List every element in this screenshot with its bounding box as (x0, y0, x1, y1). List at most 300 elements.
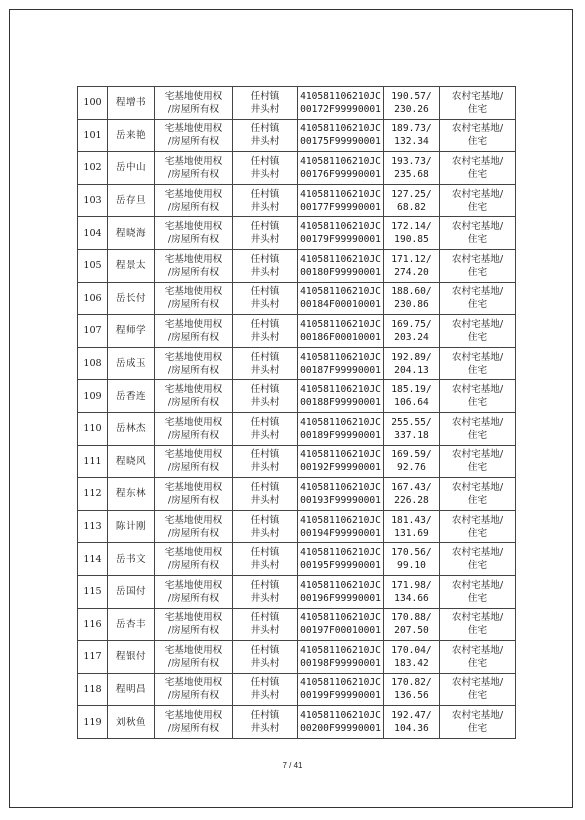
land-use (440, 543, 516, 576)
location-line: 井头村 (250, 429, 280, 441)
right-type-line: /房屋所有权 (167, 462, 220, 474)
owner-name: 岳长付 (108, 282, 155, 315)
parcel-code-line: 00186F00010001 (300, 331, 381, 343)
location (233, 249, 298, 282)
owner-name: 岳存旦 (108, 184, 155, 217)
land-use-line: 住宅 (467, 690, 488, 702)
land-use-line: 住宅 (467, 136, 488, 148)
location (233, 119, 298, 152)
right-type-line: 宅基地使用权 (164, 188, 223, 200)
land-use (440, 478, 516, 511)
right-type-line: 宅基地使用权 (164, 351, 223, 363)
owner-name: 程明昌 (108, 673, 155, 706)
right-type-line: 宅基地使用权 (164, 644, 223, 656)
land-use (440, 119, 516, 152)
right-type-line: 宅基地使用权 (164, 221, 223, 233)
land-use (440, 249, 516, 282)
row-number: 111 (78, 445, 108, 478)
right-type-line: /房屋所有权 (167, 690, 220, 702)
land-use (440, 184, 516, 217)
owner-name: 岳书文 (108, 543, 155, 576)
owner-name: 岳中山 (108, 152, 155, 185)
land-use-line: 农村宅基地/ (451, 644, 504, 656)
parcel-code-line: 410581106210JC (300, 644, 381, 656)
table-row (78, 380, 516, 413)
area-values (384, 641, 440, 674)
land-use (440, 282, 516, 315)
land-use-line: 农村宅基地/ (451, 547, 504, 559)
row-number: 112 (78, 478, 108, 511)
parcel-code-line: 410581106210JC (300, 221, 381, 233)
location (233, 608, 298, 641)
table-row (78, 412, 516, 445)
area-values-line: 171.12/ (391, 253, 432, 265)
area-values (384, 282, 440, 315)
location-line: 井头村 (250, 690, 280, 702)
location-line: 井头村 (250, 234, 280, 246)
area-values-line: 207.50 (394, 625, 429, 637)
right-type (155, 152, 233, 185)
location (233, 380, 298, 413)
table-row (78, 641, 516, 674)
right-type-line: 宅基地使用权 (164, 123, 223, 135)
location-line: 任村镇 (250, 547, 280, 559)
location (233, 706, 298, 739)
parcel-code-line: 00172F99990001 (300, 103, 381, 115)
registry-table (77, 86, 516, 739)
land-use-line: 住宅 (467, 103, 488, 115)
location-line: 任村镇 (250, 384, 280, 396)
land-use (440, 445, 516, 478)
area-values-line: 136.56 (394, 690, 429, 702)
area-values (384, 152, 440, 185)
owner-name: 刘秋鱼 (108, 706, 155, 739)
parcel-code-line: 410581106210JC (300, 481, 381, 493)
right-type-line: 宅基地使用权 (164, 318, 223, 330)
location-line: 任村镇 (250, 221, 280, 233)
area-values-line: 132.34 (394, 136, 429, 148)
row-number: 117 (78, 641, 108, 674)
right-type (155, 673, 233, 706)
parcel-code (298, 673, 384, 706)
row-number: 106 (78, 282, 108, 315)
location-line: 井头村 (250, 136, 280, 148)
parcel-code-line: 00196F99990001 (300, 592, 381, 604)
row-number: 109 (78, 380, 108, 413)
parcel-code-line: 00200F99990001 (300, 723, 381, 735)
parcel-code (298, 412, 384, 445)
right-type (155, 608, 233, 641)
location-line: 井头村 (250, 723, 280, 735)
parcel-code-line: 00180F99990001 (300, 266, 381, 278)
right-type-line: /房屋所有权 (167, 592, 220, 604)
land-use-line: 住宅 (467, 201, 488, 213)
right-type-line: /房屋所有权 (167, 103, 220, 115)
area-values-line: 192.89/ (391, 351, 432, 363)
land-use-line: 住宅 (467, 527, 488, 539)
area-values-line: 106.64 (394, 397, 429, 409)
parcel-code-line: 410581106210JC (300, 123, 381, 135)
table-row (78, 315, 516, 348)
parcel-code (298, 543, 384, 576)
right-type-line: 宅基地使用权 (164, 710, 223, 722)
land-use (440, 347, 516, 380)
location-line: 井头村 (250, 266, 280, 278)
parcel-code (298, 315, 384, 348)
location-line: 任村镇 (250, 579, 280, 591)
location-line: 井头村 (250, 201, 280, 213)
parcel-code-line: 00199F99990001 (300, 690, 381, 702)
land-use-line: 农村宅基地/ (451, 384, 504, 396)
parcel-code-line: 410581106210JC (300, 710, 381, 722)
location-line: 任村镇 (250, 514, 280, 526)
area-values-line: 172.14/ (391, 221, 432, 233)
location (233, 673, 298, 706)
parcel-code (298, 217, 384, 250)
owner-name: 程景太 (108, 249, 155, 282)
table-row (78, 249, 516, 282)
owner-name: 岳来艳 (108, 119, 155, 152)
land-use (440, 380, 516, 413)
right-type-line: /房屋所有权 (167, 234, 220, 246)
location-line: 任村镇 (250, 351, 280, 363)
area-values (384, 445, 440, 478)
location-line: 任村镇 (250, 253, 280, 265)
location-line: 任村镇 (250, 481, 280, 493)
row-number: 102 (78, 152, 108, 185)
right-type-line: 宅基地使用权 (164, 384, 223, 396)
area-values-line: 189.73/ (391, 123, 432, 135)
location-line: 任村镇 (250, 188, 280, 200)
parcel-code (298, 380, 384, 413)
parcel-code (298, 152, 384, 185)
area-values (384, 510, 440, 543)
right-type (155, 87, 233, 120)
area-values-line: 104.36 (394, 723, 429, 735)
location-line: 任村镇 (250, 318, 280, 330)
area-values-line: 337.18 (394, 429, 429, 441)
table-row (78, 510, 516, 543)
land-use-line: 农村宅基地/ (451, 155, 504, 167)
table-row (78, 119, 516, 152)
land-use-line: 农村宅基地/ (451, 221, 504, 233)
area-values (384, 315, 440, 348)
right-type (155, 282, 233, 315)
land-use (440, 673, 516, 706)
parcel-code-line: 00195F99990001 (300, 560, 381, 572)
area-values (384, 706, 440, 739)
parcel-code-line: 00189F99990001 (300, 429, 381, 441)
area-values-line: 68.82 (397, 201, 426, 213)
owner-name: 岳林杰 (108, 412, 155, 445)
right-type-line: 宅基地使用权 (164, 155, 223, 167)
location-line: 井头村 (250, 527, 280, 539)
parcel-code-line: 00184F00010001 (300, 299, 381, 311)
owner-name: 程晓海 (108, 217, 155, 250)
owner-name: 岳香连 (108, 380, 155, 413)
land-use (440, 510, 516, 543)
area-values-line: 204.13 (394, 364, 429, 376)
parcel-code (298, 184, 384, 217)
land-use-line: 住宅 (467, 364, 488, 376)
land-use-line: 农村宅基地/ (451, 123, 504, 135)
parcel-code (298, 249, 384, 282)
area-values-line: 185.19/ (391, 384, 432, 396)
land-use (440, 641, 516, 674)
location-line: 任村镇 (250, 449, 280, 461)
area-values (384, 249, 440, 282)
area-values-line: 170.82/ (391, 677, 432, 689)
row-number: 110 (78, 412, 108, 445)
area-values-line: 255.55/ (391, 416, 432, 428)
right-type-line: /房屋所有权 (167, 657, 220, 669)
right-type (155, 217, 233, 250)
parcel-code-line: 410581106210JC (300, 547, 381, 559)
location-line: 井头村 (250, 364, 280, 376)
right-type (155, 184, 233, 217)
row-number: 113 (78, 510, 108, 543)
area-values-line: 235.68 (394, 168, 429, 180)
area-values (384, 217, 440, 250)
land-use-line: 农村宅基地/ (451, 481, 504, 493)
location (233, 543, 298, 576)
parcel-code-line: 410581106210JC (300, 253, 381, 265)
right-type (155, 706, 233, 739)
area-values-line: 92.76 (397, 462, 426, 474)
location (233, 184, 298, 217)
location (233, 152, 298, 185)
parcel-code (298, 641, 384, 674)
right-type-line: /房屋所有权 (167, 168, 220, 180)
land-use-line: 农村宅基地/ (451, 90, 504, 102)
right-type (155, 412, 233, 445)
row-number: 101 (78, 119, 108, 152)
area-values (384, 543, 440, 576)
right-type-line: /房屋所有权 (167, 266, 220, 278)
land-use-line: 住宅 (467, 397, 488, 409)
location-line: 井头村 (250, 299, 280, 311)
area-values-line: 274.20 (394, 266, 429, 278)
location-line: 井头村 (250, 625, 280, 637)
row-number: 107 (78, 315, 108, 348)
parcel-code-line: 00192F99990001 (300, 462, 381, 474)
row-number: 116 (78, 608, 108, 641)
land-use-line: 农村宅基地/ (451, 286, 504, 298)
table-row (78, 575, 516, 608)
location-line: 任村镇 (250, 644, 280, 656)
table-row (78, 217, 516, 250)
land-use (440, 412, 516, 445)
row-number: 108 (78, 347, 108, 380)
land-use-line: 农村宅基地/ (451, 612, 504, 624)
parcel-code-line: 410581106210JC (300, 416, 381, 428)
table-body (78, 87, 516, 739)
location-line: 井头村 (250, 168, 280, 180)
land-use-line: 农村宅基地/ (451, 253, 504, 265)
area-values-line: 169.75/ (391, 318, 432, 330)
land-use (440, 217, 516, 250)
area-values (384, 87, 440, 120)
right-type-line: 宅基地使用权 (164, 90, 223, 102)
parcel-code (298, 608, 384, 641)
parcel-code-line: 00194F99990001 (300, 527, 381, 539)
parcel-code-line: 00188F99990001 (300, 397, 381, 409)
location (233, 282, 298, 315)
owner-name: 程师学 (108, 315, 155, 348)
location (233, 478, 298, 511)
area-values-line: 230.86 (394, 299, 429, 311)
right-type-line: 宅基地使用权 (164, 449, 223, 461)
table-row (78, 543, 516, 576)
right-type (155, 543, 233, 576)
land-use-line: 住宅 (467, 331, 488, 343)
parcel-code-line: 00187F99990001 (300, 364, 381, 376)
table-row (78, 184, 516, 217)
parcel-code-line: 410581106210JC (300, 286, 381, 298)
right-type-line: 宅基地使用权 (164, 416, 223, 428)
area-values-line: 193.73/ (391, 155, 432, 167)
land-use-line: 住宅 (467, 462, 488, 474)
location-line: 任村镇 (250, 286, 280, 298)
parcel-code-line: 410581106210JC (300, 188, 381, 200)
parcel-code-line: 00175F99990001 (300, 136, 381, 148)
location-line: 井头村 (250, 592, 280, 604)
table-row (78, 152, 516, 185)
area-values (384, 380, 440, 413)
parcel-code (298, 347, 384, 380)
owner-name: 岳国付 (108, 575, 155, 608)
right-type (155, 380, 233, 413)
parcel-code (298, 445, 384, 478)
area-values-line: 99.10 (397, 560, 426, 572)
location-line: 任村镇 (250, 416, 280, 428)
land-use-line: 农村宅基地/ (451, 677, 504, 689)
right-type-line: /房屋所有权 (167, 723, 220, 735)
parcel-code-line: 410581106210JC (300, 612, 381, 624)
right-type-line: 宅基地使用权 (164, 612, 223, 624)
parcel-code-line: 00179F99990001 (300, 234, 381, 246)
parcel-code-line: 00193F99990001 (300, 494, 381, 506)
location-line: 井头村 (250, 397, 280, 409)
table-row (78, 347, 516, 380)
row-number: 115 (78, 575, 108, 608)
land-use-line: 住宅 (467, 592, 488, 604)
area-values-line: 188.60/ (391, 286, 432, 298)
right-type-line: /房屋所有权 (167, 331, 220, 343)
right-type-line: /房屋所有权 (167, 397, 220, 409)
location-line: 任村镇 (250, 90, 280, 102)
row-number: 103 (78, 184, 108, 217)
owner-name: 程东林 (108, 478, 155, 511)
right-type-line: /房屋所有权 (167, 625, 220, 637)
page-number: 7 / 41 (282, 761, 303, 770)
land-use-line: 住宅 (467, 299, 488, 311)
location-line: 任村镇 (250, 710, 280, 722)
parcel-code-line: 410581106210JC (300, 514, 381, 526)
table-row (78, 478, 516, 511)
right-type-line: /房屋所有权 (167, 136, 220, 148)
right-type (155, 249, 233, 282)
owner-name: 程银付 (108, 641, 155, 674)
parcel-code (298, 119, 384, 152)
area-values-line: 226.28 (394, 494, 429, 506)
right-type (155, 445, 233, 478)
location (233, 217, 298, 250)
right-type-line: /房屋所有权 (167, 494, 220, 506)
area-values (384, 478, 440, 511)
land-use (440, 315, 516, 348)
owner-name: 岳杏丰 (108, 608, 155, 641)
owner-name: 陈计刚 (108, 510, 155, 543)
parcel-code-line: 410581106210JC (300, 155, 381, 167)
right-type-line: /房屋所有权 (167, 429, 220, 441)
location-line: 井头村 (250, 657, 280, 669)
location (233, 87, 298, 120)
parcel-code (298, 510, 384, 543)
parcel-code-line: 00176F99990001 (300, 168, 381, 180)
area-values-line: 190.85 (394, 234, 429, 246)
location-line: 井头村 (250, 560, 280, 572)
right-type-line: 宅基地使用权 (164, 286, 223, 298)
parcel-code-line: 410581106210JC (300, 677, 381, 689)
parcel-code (298, 282, 384, 315)
parcel-code (298, 706, 384, 739)
land-use-line: 住宅 (467, 625, 488, 637)
area-values (384, 347, 440, 380)
area-values-line: 203.24 (394, 331, 429, 343)
area-values-line: 131.69 (394, 527, 429, 539)
area-values-line: 170.04/ (391, 644, 432, 656)
row-number: 105 (78, 249, 108, 282)
location-line: 井头村 (250, 494, 280, 506)
land-use-line: 农村宅基地/ (451, 318, 504, 330)
row-number: 114 (78, 543, 108, 576)
parcel-code-line: 410581106210JC (300, 449, 381, 461)
right-type-line: 宅基地使用权 (164, 677, 223, 689)
area-values-line: 230.26 (394, 103, 429, 115)
area-values (384, 673, 440, 706)
location (233, 575, 298, 608)
land-use (440, 87, 516, 120)
location-line: 井头村 (250, 103, 280, 115)
location-line: 井头村 (250, 462, 280, 474)
parcel-code-line: 410581106210JC (300, 579, 381, 591)
right-type (155, 510, 233, 543)
location (233, 315, 298, 348)
right-type-line: /房屋所有权 (167, 364, 220, 376)
area-values-line: 190.57/ (391, 90, 432, 102)
land-use-line: 农村宅基地/ (451, 351, 504, 363)
row-number: 104 (78, 217, 108, 250)
location (233, 445, 298, 478)
location-line: 井头村 (250, 331, 280, 343)
area-values-line: 171.98/ (391, 579, 432, 591)
parcel-code-line: 00197F00010001 (300, 625, 381, 637)
table-row (78, 673, 516, 706)
parcel-code-line: 410581106210JC (300, 318, 381, 330)
land-use (440, 608, 516, 641)
area-values-line: 127.25/ (391, 188, 432, 200)
parcel-code-line: 410581106210JC (300, 384, 381, 396)
right-type-line: 宅基地使用权 (164, 547, 223, 559)
land-use-line: 农村宅基地/ (451, 449, 504, 461)
row-number: 119 (78, 706, 108, 739)
land-use-line: 住宅 (467, 494, 488, 506)
land-use-line: 住宅 (467, 657, 488, 669)
table-row (78, 706, 516, 739)
table-row (78, 282, 516, 315)
location-line: 任村镇 (250, 677, 280, 689)
